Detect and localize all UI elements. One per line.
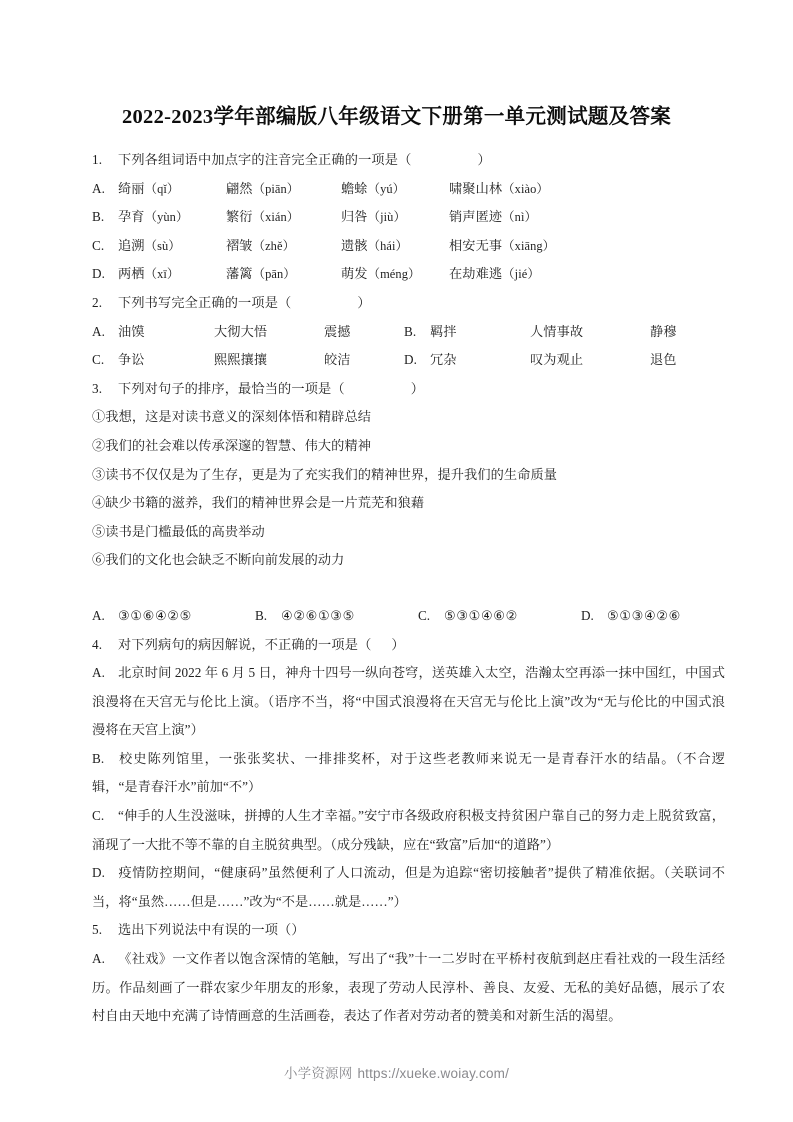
option-label: D. — [404, 352, 418, 368]
question-3-stem — [92, 375, 725, 404]
option-pinyin: （méng） — [367, 267, 421, 282]
question-4-option-d[interactable] — [92, 859, 725, 916]
option-text: “伸手的人生没滋味，拼搏的人生才幸福。”安宁市各级政府积极支持贫困户靠自己的努力走上脱贫致富，涌现了一大批不等不靠的自主脱贫典型。（成分残缺，应在“致富”后加“的道路”） — [92, 808, 725, 852]
question-2-row-2 — [92, 346, 725, 375]
option-pinyin: （jiù） — [367, 210, 406, 225]
option-text: 校史陈列馆里，一张张奖状、一排排奖杯，对于这些老教师来说无一是青春汗水的结晶。（不合逻辑，“是青春汗水”前加“不”） — [92, 750, 725, 795]
option-word: 油馍 — [118, 323, 145, 339]
option-label: A. — [92, 323, 106, 339]
option-text: 疫情防控期间，“健康码”虽然便利了人口流动，但是为追踪“密切接触者”提供了精准依据。（关联词不当，将“虽然……但是……”改为“不是……就是……”） — [92, 865, 725, 909]
option-label: B. — [404, 323, 417, 339]
question-1-option-c[interactable] — [92, 232, 725, 261]
question-3-sentence-5: ⑤读书是门槛最低的高贵举动 — [92, 523, 265, 539]
option-word: 相安无事 — [449, 237, 503, 253]
option-word: 蟾蜍 — [341, 180, 368, 196]
footer-watermark — [0, 1062, 793, 1082]
question-3-sentence-3: ③读书不仅仅是为了生存，更是为了充实我们的精神世界，提升我们的生命质量 — [92, 466, 558, 482]
option-word: 翩然 — [226, 180, 253, 196]
option-pinyin: （xián） — [252, 210, 300, 225]
option-pinyin: （yú） — [367, 181, 406, 196]
question-3-option-d[interactable] — [581, 602, 681, 631]
option-word: 孕育 — [118, 209, 145, 225]
question-5-option-a[interactable] — [92, 945, 725, 1031]
question-4-option-c[interactable] — [92, 802, 725, 859]
question-3-number: 3. — [92, 380, 103, 396]
question-1-stem — [92, 146, 725, 175]
option-pinyin: （hái） — [367, 238, 408, 253]
option-pinyin: （piān） — [252, 181, 300, 196]
option-label: B. — [92, 209, 105, 225]
question-3-paren-close: ） — [410, 380, 425, 396]
option-label: B. — [255, 607, 268, 623]
question-3-sentence-1: ①我想，这是对读书意义的深刻体悟和精辟总结 — [92, 409, 372, 425]
option-pinyin: （xiāng） — [502, 238, 556, 253]
option-word: 绮丽 — [118, 180, 145, 196]
question-2-paren-close: ） — [357, 294, 371, 310]
option-label: B. — [92, 750, 105, 766]
option-pinyin: （pān） — [252, 267, 296, 282]
question-2-option-b[interactable] — [404, 318, 677, 347]
option-label: A. — [92, 180, 106, 196]
watermark-site-name: 小学资源网 — [283, 1066, 353, 1081]
option-sequence: ③①⑥④②⑤ — [118, 607, 192, 623]
option-word: 在劫难逃 — [449, 266, 503, 282]
option-word: 静穆 — [650, 323, 677, 339]
option-pinyin: （jié） — [502, 267, 540, 282]
option-label: D. — [581, 607, 594, 623]
option-label: A. — [92, 665, 105, 681]
question-3-option-a[interactable] — [92, 602, 255, 631]
option-word: 人情事故 — [530, 323, 584, 339]
question-2-option-d[interactable] — [404, 346, 677, 375]
option-word: 两栖 — [118, 266, 145, 282]
option-label: C. — [92, 808, 105, 824]
question-5-text: 选出下列说法中有误的一项（） — [118, 922, 305, 938]
question-5-number: 5. — [92, 922, 103, 938]
option-pinyin: （xī） — [144, 267, 180, 282]
question-5-stem — [92, 916, 725, 945]
option-word: 熙熙攘攘 — [214, 352, 268, 368]
question-3-option-b[interactable] — [255, 602, 418, 631]
option-word: 繁衍 — [226, 209, 253, 225]
question-2-number: 2. — [92, 294, 103, 310]
option-word: 大彻大悟 — [214, 323, 268, 339]
document-body — [56, 146, 737, 1031]
question-3-answer-row — [92, 602, 725, 631]
option-word: 藩篱 — [226, 266, 253, 282]
option-word: 叹为观止 — [530, 352, 584, 368]
option-label: C. — [418, 607, 431, 623]
option-text: 北京时间 2022 年 6 月 5 日，神舟十四号一纵向苍穹，送英雄入太空，浩瀚太空再添一抹中国红，中国式浪漫将在天宫无与伦比上演。（语序不当，将“中国式浪漫将在天宫无与伦比上演”改为“无与伦比的中国式浪漫将在天宫上演”） — [92, 665, 725, 738]
question-4-option-a[interactable] — [92, 659, 725, 745]
question-3-option-c[interactable] — [418, 602, 581, 631]
option-pinyin: （zhě） — [252, 238, 296, 253]
option-label: D. — [92, 865, 105, 881]
option-pinyin: （qǐ） — [144, 181, 180, 196]
option-pinyin: （sù） — [144, 238, 181, 253]
question-1-text: 下列各组词语中加点字的注音完全正确的一项是（ — [118, 152, 412, 167]
question-3-sentence-2: ②我们的社会难以传承深邃的智慧、伟大的精神 — [92, 437, 372, 453]
question-4-option-b[interactable] — [92, 745, 725, 802]
option-label: A. — [92, 607, 105, 623]
option-sequence: ④②⑥①③⑤ — [281, 607, 355, 623]
option-word: 追溯 — [118, 237, 145, 253]
option-pinyin: （yùn） — [144, 210, 189, 225]
question-1-option-d[interactable] — [92, 260, 725, 289]
option-word: 皎洁 — [324, 352, 351, 368]
question-3-sentence-4: ④缺少书籍的滋养，我们的精神世界会是一片荒芜和狼藉 — [92, 495, 425, 511]
option-label: C. — [92, 237, 105, 253]
question-4-text: 对下列病句的病因解说，不正确的一项是（ — [118, 636, 372, 652]
watermark-url: https://xueke.woiay.com/ — [357, 1066, 510, 1081]
question-1-paren-close: ） — [477, 152, 491, 167]
question-3-sentence-6: ⑥我们的文化也会缺乏不断向前发展的动力 — [92, 552, 345, 568]
question-4-number: 4. — [92, 636, 103, 652]
question-4-paren-close: ） — [391, 636, 405, 652]
option-pinyin: （nì） — [502, 210, 537, 225]
option-word: 退色 — [650, 352, 677, 368]
option-sequence: ⑤①③④②⑥ — [607, 607, 681, 623]
question-2-text: 下列书写完全正确的一项是（ — [118, 294, 292, 310]
option-word: 震撼 — [324, 323, 351, 339]
option-word: 啸聚山林 — [449, 180, 503, 196]
option-word: 冗杂 — [430, 352, 457, 368]
question-1-option-b[interactable] — [92, 203, 725, 232]
option-sequence: ⑤③①④⑥② — [444, 607, 518, 623]
option-label: D. — [92, 266, 106, 282]
question-1-option-a[interactable] — [92, 175, 725, 204]
option-word: 销声匿迹 — [449, 209, 503, 225]
question-3-text: 下列对句子的排序，最恰当的一项是（ — [118, 380, 345, 396]
option-word: 褶皱 — [226, 237, 253, 253]
option-word: 羁拌 — [430, 323, 457, 339]
question-2-stem — [92, 289, 725, 318]
question-2-row-1 — [92, 318, 725, 347]
option-label: A. — [92, 951, 105, 967]
question-2-option-a[interactable] — [92, 318, 404, 347]
option-word: 萌发 — [341, 266, 368, 282]
option-pinyin: （xiào） — [502, 181, 549, 196]
option-word: 遗骸 — [341, 237, 368, 253]
question-1-number: 1. — [92, 152, 103, 167]
option-word: 争讼 — [118, 352, 145, 368]
option-label: C. — [92, 352, 105, 368]
question-4-stem — [92, 631, 725, 660]
option-word: 归咎 — [341, 209, 368, 225]
option-text: 《社戏》一文作者以饱含深情的笔触，写出了“我”十一二岁时在平桥村夜航到赵庄看社戏的一段生活经历。作品刻画了一群农家少年朋友的形象，表现了劳动人民淳朴、善良、友爱、无私的美好品德，展示了农村自由天地中充满了诗情画意的生活画卷，表达了作者对劳动者的赞美和对新生活的渴望。 — [92, 951, 725, 1024]
question-2-option-c[interactable] — [92, 346, 404, 375]
page-title: 2022-2023学年部编版八年级语文下册第一单元测试题及答案 — [121, 106, 672, 128]
